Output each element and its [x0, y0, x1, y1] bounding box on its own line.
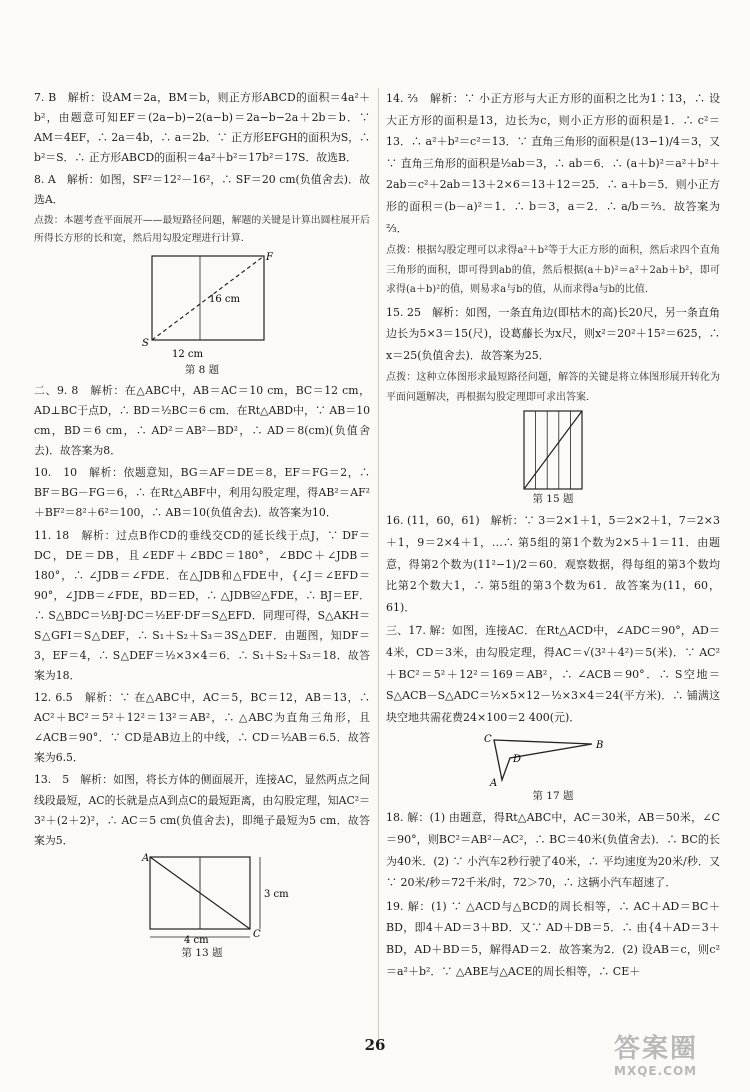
- answer-14: 14. ⅔ 解析：∵ 小正方形与大正方形的面积之比为1∶13，∴ 设大正方形的面积是13，边长为c，则小正方形的面积是1．∴ c²＝13．∴ a²＋b²＝c²＝13．∵ 直角三角形的面积是(13−1)/4＝3，又∵ 直角三角形的面积是½ab＝3，∴ ab＝6．∴ (a＋b)²＝a²＋b²＋2ab＝c²＋2ab＝13＋2×6＝13＋12＝25．∴ a＋b＝5．则小正方形的面积＝(b－a)²＝1．∴ b＝3，a＝2．∴ a/b＝⅔．故答案为⅔．: [386, 92, 720, 235]
- tip-14: 点拨：根据勾股定理可以求得a²＋b²等于大正方形的面积，然后求四个直角三角形的面积，即可得到ab的值，然后根据(a＋b)²＝a²＋2ab＋b²，即可求得(a＋b)²的值，则易求a与b的值，从而求得a与b的比值．: [386, 245, 720, 296]
- figure-13: [34, 853, 370, 960]
- fig8-label-16: 16 cm: [209, 293, 240, 305]
- fig13-label-4: 4 cm: [184, 934, 209, 945]
- fig17-quadrilateral: [494, 740, 592, 780]
- fig17-label-B: B: [596, 740, 604, 752]
- fig13-label-3: 3 cm: [264, 888, 289, 900]
- tip-15: 点拨：这种立体图形求最短路径问题，解答的关键是将立体图形展开转化为平面问题解决，再根据勾股定理即可求出答案．: [386, 372, 720, 403]
- answer-10: 10. 10 解析：依题意知，BG＝AF＝DE＝8，EF＝FG＝2，∴ BF＝BG－FG＝6，∴ 在Rt△ABF中，利用勾股定理，得AB²＝AF²＋BF²＝8²＋6²＝100，∴ AB＝10(负值舍去)．故答案为10．: [34, 466, 370, 520]
- answer-9: 二、9. 8 解析：在△ABC中，AB＝AC＝10 cm，BC＝12 cm，AD⊥BC于点D，∴ BD＝½BC＝6 cm．在Rt△ABD中，∵ AB＝10 cm，BD＝6 cm，∴ AD²＝AB²－BD²，∴ AD＝8(cm)(负值舍去)．故答案为8．: [34, 383, 370, 458]
- fig8-label-12: 12 cm: [172, 348, 203, 360]
- answer-17: 三、17. 解：如图，连接AC．在Rt△ACD中，∠ADC＝90°，AD＝4米，CD＝3米，由勾股定理，得AC＝√(3²＋4²)＝5(米)．∵ AC²＋BC²＝5²＋12²＝169＝AB²，∴ ∠ACB＝90°．∴ S空地＝S△ACB－S△ADC＝½×5×12－½×3×4＝24(平方米)．∴ 铺满这块空地共需花费24×100＝2 400(元)．: [386, 624, 720, 724]
- answer-16: 16. (11，60，61) 解析：∵ 3＝2×1＋1，5＝2×2＋1，7＝2×3＋1，9＝2×4＋1，…∴ 第5组的第1个数为2×5＋1＝11．由题意，得第2个数为(11²−1)/2＝60．观察数据，得每组的第3个数均比第2个数大1，∴ 第5组的第3个数为61．故答案为(11，60，61)．: [386, 514, 720, 614]
- watermark-site: MXQE.COM: [614, 1064, 698, 1078]
- fig17-label-C: C: [484, 734, 492, 746]
- answer-8: 8. A 解析：如图，SF²＝12²－16²，∴ SF＝20 cm(负值舍去)．故选A．: [34, 173, 370, 207]
- right-column: [386, 88, 720, 984]
- fig8-label-F: F: [266, 251, 273, 263]
- answer-13: 13. 5 解析：如图，将长方体的侧面展开，连接AC，显然两点之间线段最短，AC的长就是点A到点C的最短距离，由勾股定理，知AC²＝3²＋(2＋2)²，∴ AC＝5 cm(负值舍去)，即绳子最短为5 cm．故答案为5．: [34, 773, 370, 847]
- page-number: 26: [364, 1036, 386, 1054]
- fig13-caption: 第 13 题: [181, 946, 223, 959]
- figure-17: [386, 730, 720, 803]
- answer-18: 18. 解：(1) 由题意，得Rt△ABC中，AC＝30米，AB＝50米，∠C＝90°，则BC²＝AB²－AC²，∴ BC＝40米(负值舍去)．∴ BC的长为40米．(2) ∵ 小汽车2秒行驶了40米，∴ 平均速度为20米/秒．又∵ 20米/秒＝72千米/时，72＞70，∴ 这辆小汽车超速了．: [386, 811, 720, 890]
- fig17-caption: 第 17 题: [532, 790, 574, 803]
- figure-15: [386, 409, 720, 506]
- fig15-caption: 第 15 题: [532, 493, 574, 506]
- figure-8: [34, 250, 370, 377]
- answer-7: 7. B 解析：设AM＝2a，BM＝b，则正方形ABCD的面积＝4a²＋b²，由题意可知EF＝(2a−b)−2(a−b)＝2a−b−2a＋2b＝b．∵ AM＝4EF，∴ 2a＝4b，∴ a＝2b．∵ 正方形EFGH的面积为S，∴ b²＝S．∴ 正方形ABCD的面积＝4a²＋b²＝17b²＝17S．故选B．: [34, 91, 370, 165]
- fig8-caption: 第 8 题: [184, 363, 220, 376]
- fig17-label-D: D: [513, 754, 522, 766]
- answer-12: 12. 6.5 解析：∵ 在△ABC中，AC＝5，BC＝12，AB＝13，∴ AC²＋BC²＝5²＋12²＝13²＝AB²，∴ △ABC为直角三角形，且∠ACB＝90°．∵ CD是AB边上的中线，∴ CD＝½AB＝6.5．故答案为6.5．: [34, 691, 370, 765]
- fig13-label-A: A: [142, 852, 150, 864]
- fig13-label-C: C: [253, 928, 261, 940]
- answer-15: 15. 25 解析：如图，一条直角边(即枯木的高)长20尺，另一条直角边长为5×3＝15(尺)，设葛藤长为x尺，则x²＝20²＋15²＝625，∴ x＝25(负值舍去)．故答案为25．: [386, 305, 720, 362]
- fig17-label-A: A: [490, 778, 498, 789]
- fig8-label-S: S: [142, 337, 149, 349]
- answer-11: 11. 18 解析：过点B作CD的垂线交CD的延长线于点J，∵ DF＝DC，DE＝DB，且∠EDF＋∠BDC＝180°，∠BDC＋∠JDB＝180°，∴ ∠JDB＝∠FDE．在△JDB和△FDE中，{∠J＝∠EFD＝90°，∠JDB＝∠FDE，BD＝ED，∴ △JDB≌△FDE，∴ BJ＝EF．∴ S△BDC＝½BJ·DC＝½EF·DF＝S△EFD．同理可得，S△AKH＝S△GFI＝S△DEF，∴ S₁＋S₂＋S₃＝3S△DEF．由题图，知DF＝3，EF＝4，∴ S△DEF＝½×3×4＝6．∴ S₁＋S₂＋S₃＝18．故答案为18．: [34, 528, 370, 683]
- tip-8: 点拨：本题考查平面展开——最短路径问题，解题的关键是计算出圆柱展开后所得长方形的长和宽，然后用勾股定理进行计算．: [34, 215, 370, 245]
- watermark-logo: [614, 1034, 744, 1086]
- watermark-main: 答案圈: [614, 1034, 699, 1064]
- column-divider: [378, 88, 379, 1048]
- left-column: [34, 88, 370, 964]
- answer-19: 19. 解：(1) ∵ △ACD与△BCD的周长相等，∴ AC＋AD＝BC＋BD，即4＋AD＝3＋BD．又∵ AD＋DB＝5．∴ 由{4＋AD＝3＋BD，AD＋BD＝5，解得AD＝2．故答案为2．(2) 设AB＝c，则c²＝a²＋b²．∵ △ABE与△ACE的周长相等，∴ CE＋: [386, 899, 720, 978]
- fig15-diagonal: [524, 411, 582, 489]
- fig8-diagonal: [152, 256, 264, 340]
